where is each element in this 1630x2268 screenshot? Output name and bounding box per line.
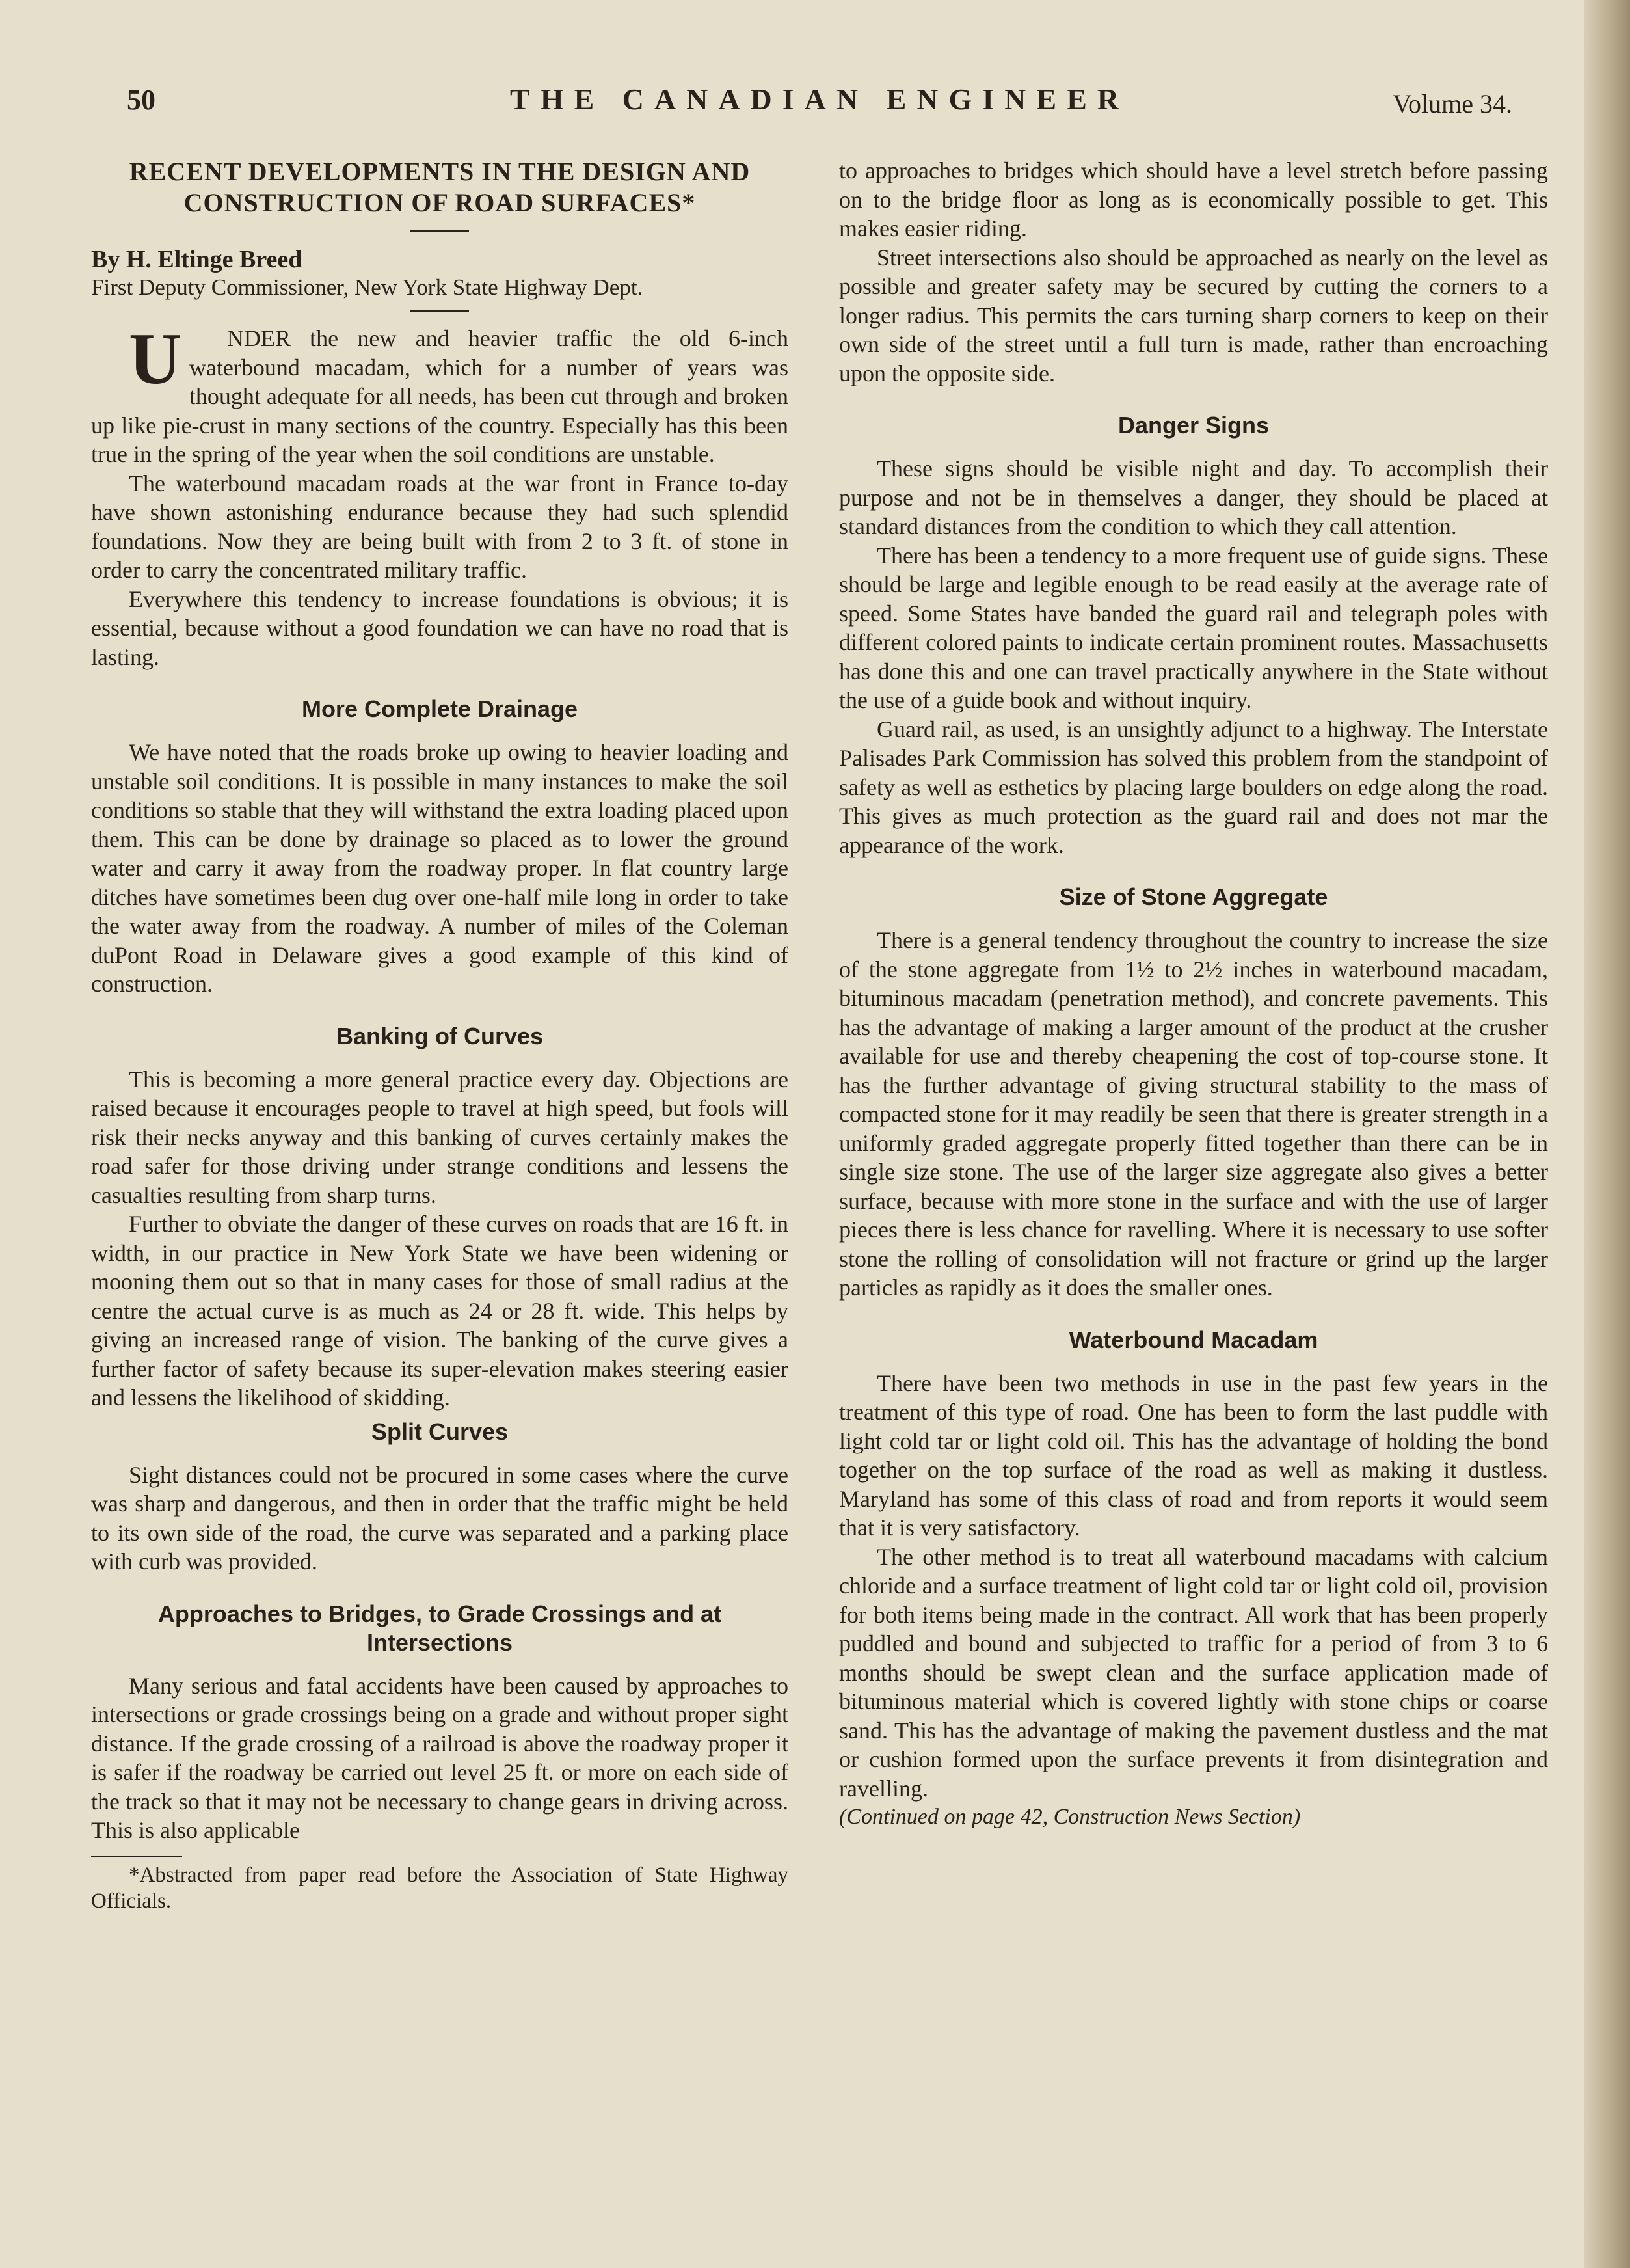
- section-heading-danger-signs: Danger Signs: [1117, 412, 1270, 439]
- section-heading-waterbound-macadam: Waterbound Macadam: [1069, 1326, 1318, 1353]
- section-paragraph: Further to obviate the danger of these curves on roads that are 16 ft. in width, in our practice in New York State we have been widening or mooning them out so that in many cases for those of small radius at the centre the actual curve is as much as 24 or 28 ft. wide. This helps by giving an increased range of vision. The banking of the curve gives a further factor of safety because its super-elevation makes steering easier and lessens the likelihood of skidding.: [91, 1211, 788, 1411]
- lead-text: the new and heavier traffic the old 6-inch waterbound macadam, which for a number of years was thought adequate for all needs, has been cut through and broken up like pie-crust in many sections of the country. Especially has this been true in the spring of the year when the soil conditions are unstable.: [91, 325, 788, 467]
- intro-paragraph: The waterbound macadam roads at the war front in France to-day have shown astonishing endurance because they had such splendid foundations. Now they are being built with from 2 to 3 ft. of stone in order to carry the concentrated military traffic.: [91, 470, 788, 583]
- section-heading-split-curves: Split Curves: [371, 1418, 509, 1445]
- section-paragraph: The other method is to treat all waterbound macadams with calcium chloride and a surface treatment of light cold tar or light cold oil, provision for both items being made in the contract. All work that has been properly puddled and bound and subjected to traffic for a period of from 3 to 6 months should be swept clean and the surface application made of bituminous material which is covered lightly with stone chips or coarse sand. This has the advantage of making the pavement dustless and the mat or cushion formed upon the surface prevents it from disintegration and ravelling.: [839, 1543, 1548, 1802]
- journal-title: THE CANADIAN ENGINEER: [510, 83, 1129, 116]
- section-paragraph: This is becoming a more general practice every day. Objections are raised because it encourages people to travel at high speed, but fools will risk their necks anyway and this banking of curves certainly makes the road safer for those driving under strange conditions and lessens the casualties resulting from sharp turns.: [91, 1066, 788, 1208]
- section-paragraph: There have been two methods in use in the past few years in the treatment of this type of road. One has been to form the last puddle with light cold tar or light cold oil. This has the advantage of holding the bond together on the top surface of the road as well as making it dustless. Maryland has some of this class of road and from reports it would seem that it is very satisfactory.: [839, 1370, 1548, 1541]
- section-paragraph: Sight distances could not be procured in some cases where the curve was sharp and dangerous, and then in order that the traffic might be held to its own side of the road, the curve was separated and a parking place with curb was provided.: [91, 1461, 788, 1574]
- section-paragraph: Street intersections also should be approached as nearly on the level as possible and greater safety may be secured by cutting the corners to a longer radius. This permits the cars turning sharp corners to keep on their own side of the street until a full turn is made, rather than encroaching upon the opposite side.: [839, 244, 1548, 386]
- title-rule: [410, 230, 469, 232]
- section-heading-banking: Banking of Curves: [336, 1022, 544, 1049]
- article-title-line-1: RECENT DEVELOPMENTS IN THE DESIGN AND: [129, 157, 751, 186]
- right-column: [839, 156, 1548, 1832]
- page-edge-shadow: [1584, 0, 1630, 2268]
- left-column: [91, 156, 788, 1914]
- drop-cap: U: [129, 319, 181, 399]
- section-paragraph: These signs should be visible night and day. To accomplish their purpose and not be in themselves a danger, they should be placed at standard distances from the condition to which they call attention.: [839, 455, 1548, 539]
- section-heading-line: Intersections: [366, 1628, 513, 1656]
- article-title-line-2: CONSTRUCTION OF ROAD SURFACES*: [183, 188, 696, 217]
- section-heading-line: Approaches to Bridges, to Grade Crossings and at: [157, 1600, 722, 1627]
- article-title: [91, 156, 788, 219]
- continued-note: (Continued on page 42, Construction News Section): [839, 1805, 1301, 1829]
- section-paragraph: There has been a tendency to a more frequent use of guide signs. These should be large and legible enough to be read easily at the average rate of speed. Some States have banded the guard rail and telegraph poles with different colored paints to indicate certain prominent routes. Massachusetts has done this and one can travel practically anywhere in the State without the use of a guide book and without inquiry.: [839, 542, 1548, 713]
- intro-paragraph: Everywhere this tendency to increase foundations is obvious; it is essential, because without a good foundation we can have no road that is lasting.: [91, 586, 788, 670]
- volume-label: Volume 34.: [1393, 89, 1512, 118]
- running-header: [127, 78, 1512, 130]
- section-heading-stone-aggregate: Size of Stone Aggregate: [1059, 884, 1328, 910]
- byline: By H. Eltinge Breed: [91, 246, 302, 273]
- byline-title: First Deputy Commissioner, New York State Highway Dept.: [91, 275, 643, 300]
- section-paragraph: Guard rail, as used, is an unsightly adjunct to a highway. The Interstate Palisades Park Commission has solved this problem from the standpoint of safety as well as esthetics by placing large boulders on edge along the road. This gives as much protection as the guard rail and does not mar the appearance of the work.: [839, 716, 1548, 858]
- lead-paragraph: [91, 319, 788, 469]
- section-paragraph: We have noted that the roads broke up owing to heavier loading and unstable soil conditions. It is possible in many instances to make the soil conditions so stable that they will withstand the extra loading placed upon them. This can be done by drainage so placed as to lower the ground water and carry it away from the roadway proper. In flat country large ditches have sometimes been dug over one-half mile long in order to take the water away from the roadway. A number of miles of the Coleman duPont Road in Delaware gives a good example of this kind of construction.: [91, 739, 788, 997]
- page-number: 50: [127, 84, 155, 116]
- byline-rule: [410, 310, 469, 312]
- section-heading-drainage: More Complete Drainage: [301, 695, 578, 722]
- footnote-rule: [91, 1856, 182, 1857]
- footnote: *Abstracted from paper read before the Association of State Highway Officials.: [91, 1863, 788, 1913]
- lead-head: NDER: [226, 325, 291, 351]
- section-heading-approaches: [91, 1600, 788, 1657]
- section-paragraph: There is a general tendency throughout the country to increase the size of the stone aggregate from 1½ to 2½ inches in waterbound macadam, bituminous macadam (penetration method), and concrete pavements. This has the advantage of making a larger amount of the product at the crusher available for use and thereby cheapening the cost of top-course stone. It has the further advantage of giving structural stability to the mass of compacted stone for it may readily be seen that there is greater strength in a uniformly graded aggregate properly fitted together than there can be in single size stone. The use of the larger size aggregate also gives a better surface, because with more stone in the surface and with the use of larger pieces there is less chance for ravelling. Where it is necessary to use softer stone the rolling of consolidation will not fracture or grind up the larger particles as rapidly as it does the smaller ones.: [839, 927, 1548, 1301]
- section-paragraph: Many serious and fatal accidents have been caused by approaches to intersections or grade crossings being on a grade and without proper sight distance. If the grade crossing of a railroad is above the roadway proper it is safer if the roadway be carried out level 25 ft. or more on each side of the track so that it may not be necessary to change gears in driving across. This is also applicable: [91, 1672, 788, 1843]
- section-paragraph-continued: to approaches to bridges which should have a level stretch before passing on to the bridge floor as long as is economically possible to get. This makes easier riding.: [839, 157, 1548, 241]
